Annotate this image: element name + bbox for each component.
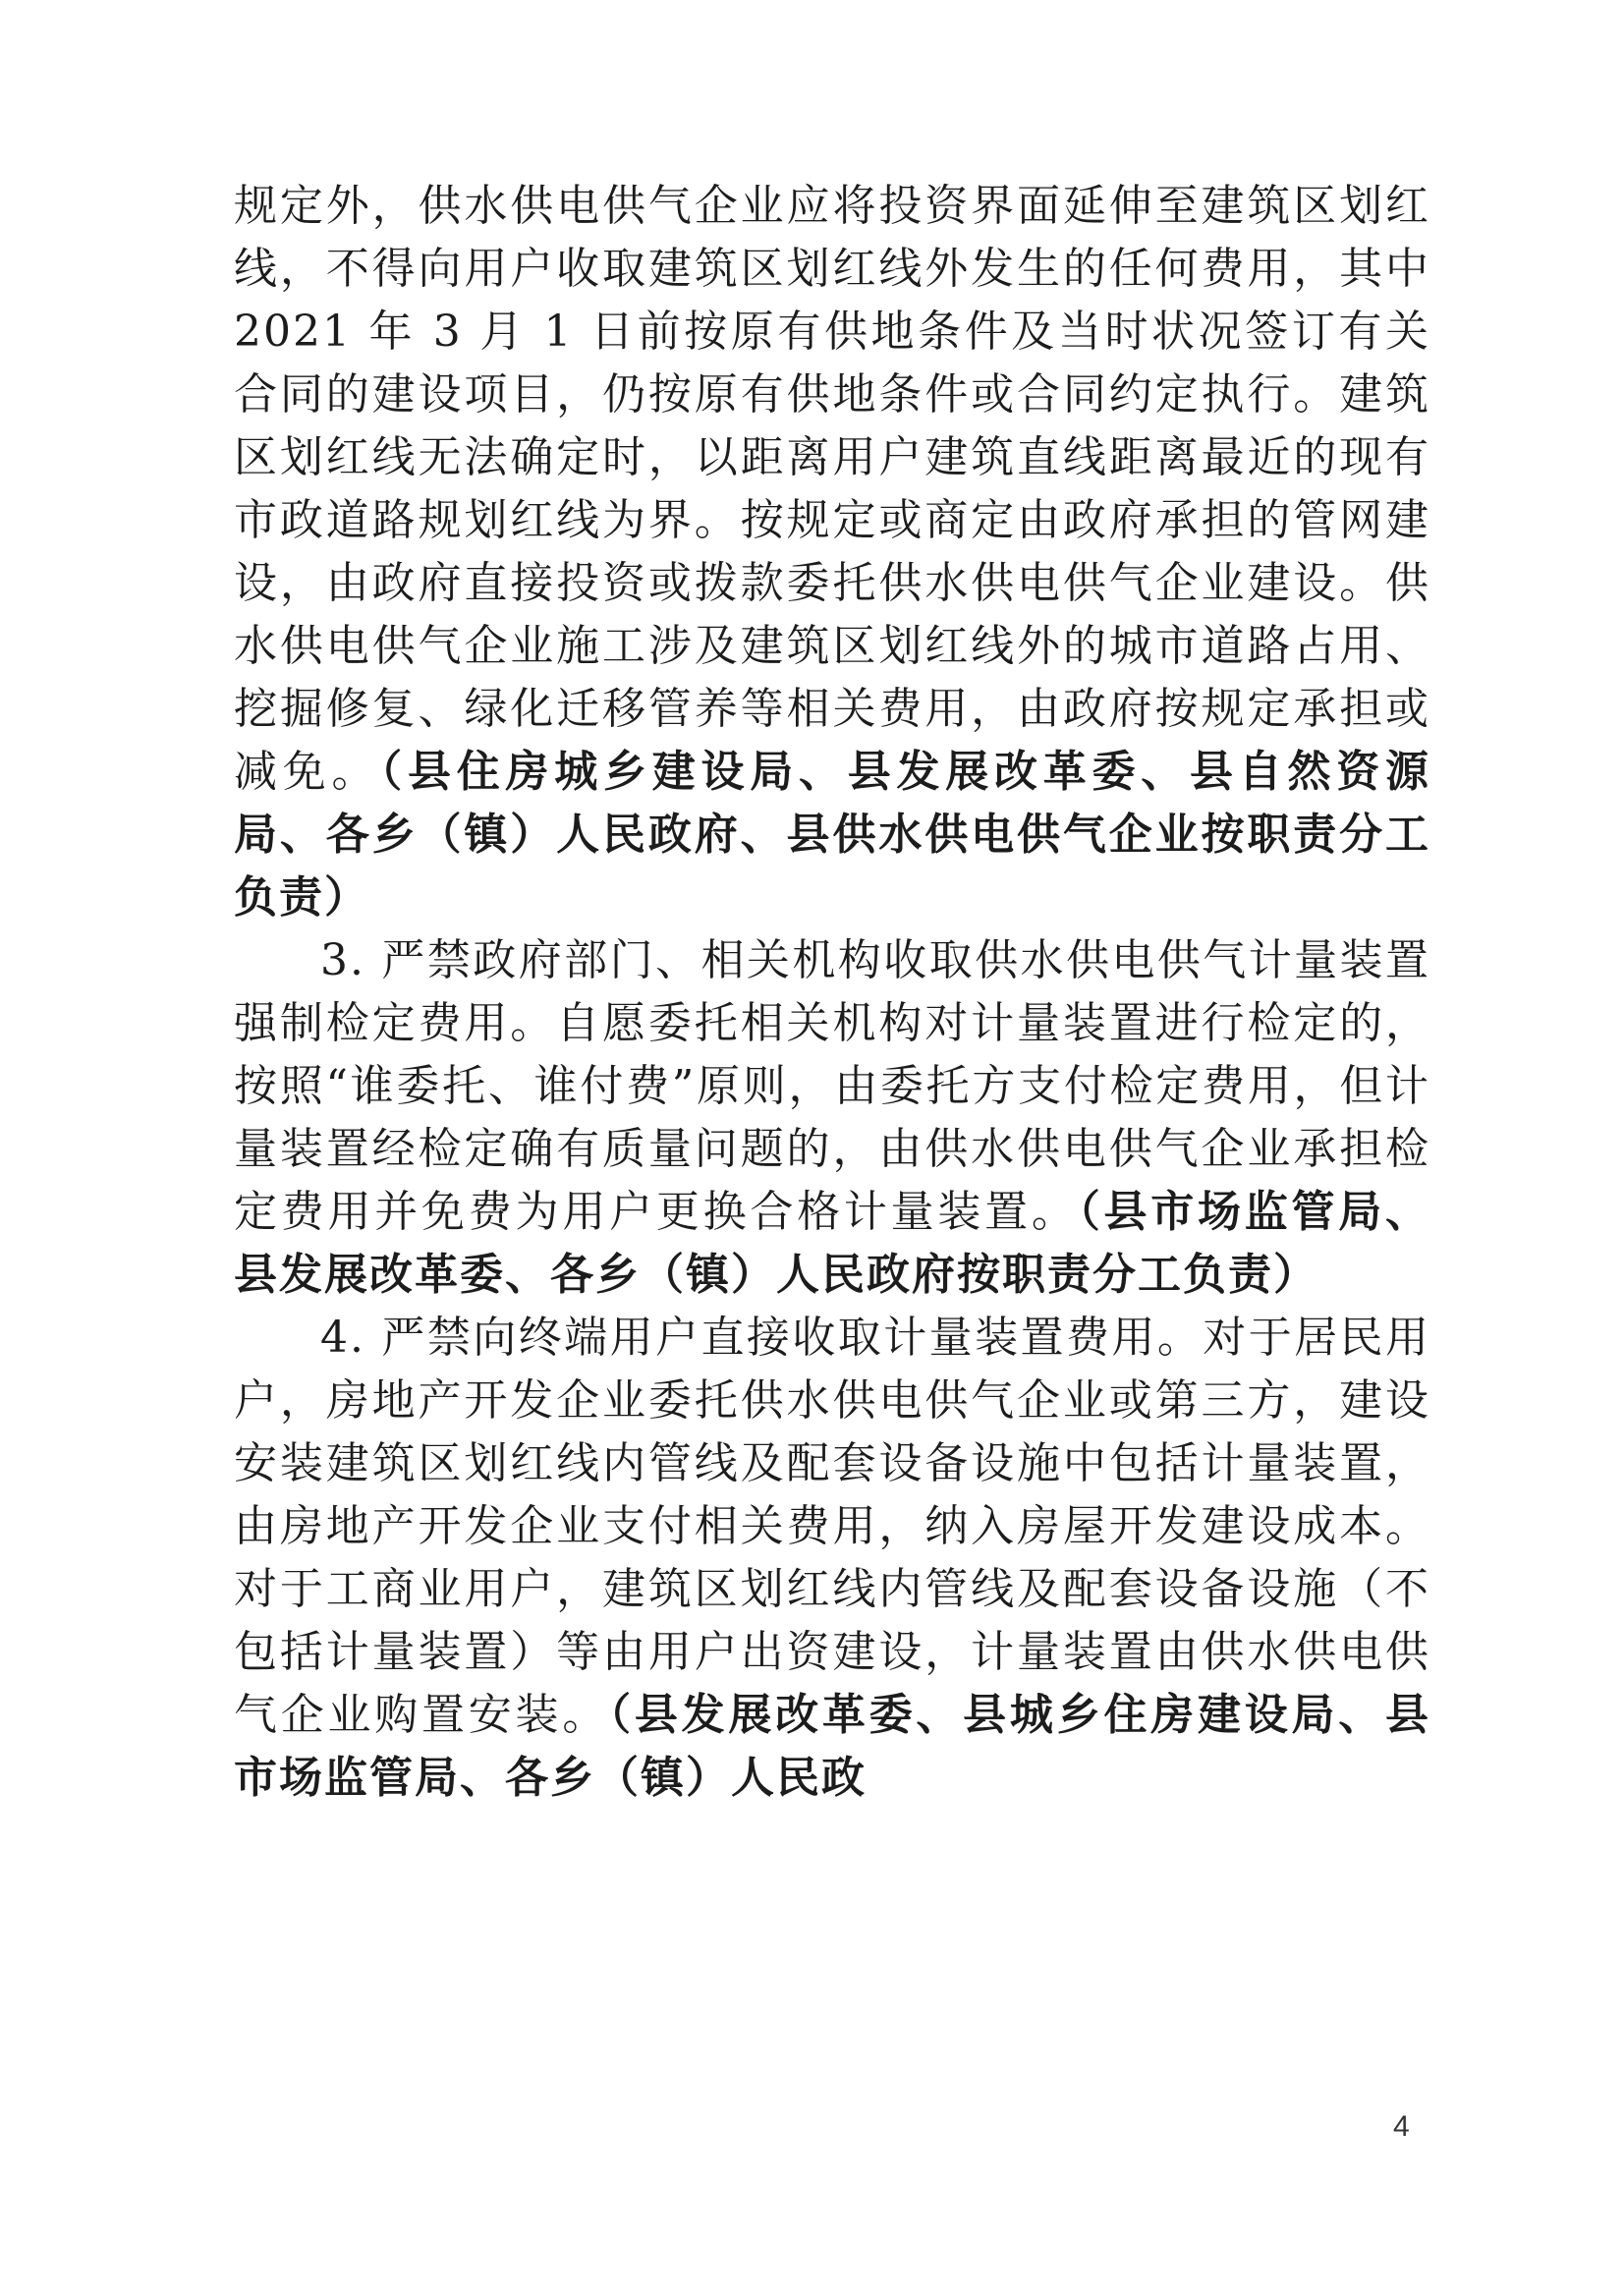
paragraph-text: 规定外，供水供电供气企业应将投资界面延伸至建筑区划红线，不得向用户收取建筑区划红线外发生的任何费用，其中 2021 年 3 月 1 日前按原有供地条件及当时状况签订有关合同的建设项目，仍按原有供地条件或合同约定执行。建筑区划红线无法确定时，以距离用户建筑直线距离最近的现有市政道路规划红线为界。按规定或商定由政府承担的管网建设，由政府直接投资或拨款委托供水供电供气企业建设。供水供电供气企业施工涉及建筑区划红线外的城市道路占用、挖掘修复、绿化迁移管养等相关费用，由政府按规定承担或减免。: [234, 181, 1430, 797]
responsibility-note: （县市场监管局、县发展改革委、各乡（镇）人民政府按职责分工负责）: [234, 1187, 1431, 1300]
paragraph-text: 4. 严禁向终端用户直接收取计量装置费用。对于居民用户，房地产开发企业委托供水供电供气企业或第三方，建设安装建筑区划红线内管线及配套设备设施中包括计量装置，由房地产开发企业支付相关费用，纳入房屋开发建设成本。对于工商业用户，建筑区划红线内管线及配套设备设施（不包括计量装置）等由用户出资建设，计量装置由供水供电供气企业购置安装。: [234, 1313, 1430, 1740]
responsibility-note: （县发展改革委、县城乡住房建设局、县市场监管局、各乡（镇）人民政: [234, 1690, 1431, 1803]
body-text: [234, 175, 1430, 1810]
paragraph-continuation: [234, 175, 1430, 929]
page-number: 4: [1393, 2110, 1410, 2143]
paragraph-item-4: [234, 1307, 1430, 1810]
responsibility-note: （县住房城乡建设局、县发展改革委、县自然资源局、各乡（镇）人民政府、县供水供电供气企业按职责分工负责）: [234, 747, 1430, 923]
paragraph-text: 3. 严禁政府部门、相关机构收取供水供电供气计量装置强制检定费用。自愿委托相关机构对计量装置进行检定的，按照“谁委托、谁付费”原则，由委托方支付检定费用，但计量装置经检定确有质量问题的，由供水供电供气企业承担检定费用并免费为用户更换合格计量装置。: [234, 935, 1430, 1237]
paragraph-item-3: [234, 929, 1430, 1307]
